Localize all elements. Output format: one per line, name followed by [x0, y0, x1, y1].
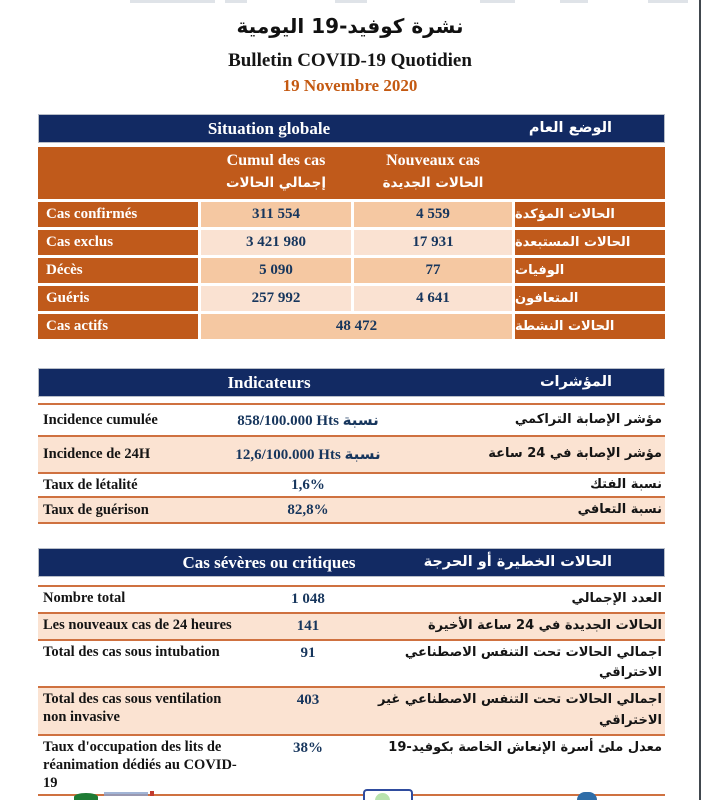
- severe-label-fr: Les nouveaux cas de 24 heures: [43, 616, 232, 633]
- situation-table: [38, 202, 665, 339]
- indicateurs-table: [38, 403, 665, 524]
- severe-table: [38, 585, 665, 796]
- situation-section-header: [38, 114, 665, 143]
- nouveaux-value: 4 559: [354, 202, 512, 227]
- indicateurs-section: [38, 368, 665, 524]
- severe-value: 1 048: [291, 591, 325, 607]
- row-label-fr: Cas actifs: [38, 314, 198, 339]
- footer-logo-center-icon: [363, 789, 413, 800]
- footer-logo-center-circle: [375, 793, 390, 800]
- text-fragment: [335, 0, 367, 3]
- cumul-value: 5 090: [201, 258, 351, 283]
- indicator-label-fr: Incidence cumulée: [43, 411, 158, 428]
- severe-value: 38%: [293, 739, 323, 756]
- row-label-fr: Cas confirmés: [38, 202, 198, 227]
- cumul-value: 311 554: [201, 202, 351, 227]
- severe-label-fr: Nombre total: [43, 590, 126, 606]
- indicateurs-section-header: [38, 368, 665, 397]
- footer-logo-right-icon: [577, 792, 597, 800]
- indicator-label-ar: نسبة التعافي: [577, 501, 662, 517]
- indicateurs-header-fr: Indicateurs: [227, 373, 311, 392]
- severe-label-fr: Total des cas sous intubation: [43, 643, 220, 660]
- indicator-label-fr: Taux de létalité: [43, 476, 138, 493]
- column-nouveaux-fr: Nouveaux cas: [386, 152, 480, 169]
- column-cumul-fr: Cumul des cas: [226, 152, 326, 169]
- nouveaux-value: 4 641: [354, 286, 512, 311]
- indicator-value: 12,6/100.000 Hts نسبة: [235, 447, 381, 463]
- severe-row: [38, 585, 665, 612]
- cumul-value: 257 992: [201, 286, 351, 311]
- indicator-label-ar: مؤشر الإصابة في 24 ساعة: [488, 446, 662, 462]
- severe-value: 141: [296, 617, 320, 634]
- severe-label-ar: العدد الإجمالي: [571, 591, 662, 606]
- indicator-label-ar: نسبة الفتك: [590, 476, 662, 492]
- text-fragment: [480, 0, 515, 3]
- severe-label-ar: معدل ملئ أسرة الإنعاش الخاصة بكوفيد-19: [388, 739, 662, 755]
- severe-section-header: [38, 548, 665, 577]
- indicator-label-fr: Incidence de 24H: [43, 446, 151, 463]
- row-label-ar: الوفيات: [515, 258, 665, 283]
- row-label-ar: الحالات المستبعدة: [515, 230, 665, 255]
- severe-header-fr: Cas sévères ou critiques: [182, 553, 356, 572]
- text-fragment: [560, 0, 588, 3]
- row-label-fr: Décès: [38, 258, 198, 283]
- text-fragment: [130, 0, 215, 3]
- text-fragment: [225, 0, 247, 3]
- severe-row: [38, 612, 665, 639]
- indicator-label-ar: مؤشر الإصابة التراكمي: [514, 411, 662, 427]
- severe-label-ar: اجمالي الحالات تحت التنفس الاصطناعي غير الاختراقي: [378, 692, 662, 728]
- actifs-value: 48 472: [201, 314, 512, 339]
- indicator-row: [38, 403, 665, 435]
- bulletin-title-french: Bulletin COVID-19 Quotidien: [228, 50, 472, 71]
- severe-label-ar: الحالات الجديدة في 24 ساعة الأخيرة: [427, 617, 662, 633]
- nouveaux-value: 77: [354, 258, 512, 283]
- cas-severes-section: [38, 548, 665, 796]
- row-label-ar: المتعافون: [515, 286, 665, 311]
- indicator-value: 1,6%: [291, 476, 325, 493]
- severe-row: [38, 639, 665, 687]
- severe-row: [38, 686, 665, 734]
- severe-row: [38, 734, 665, 794]
- severe-value: 403: [296, 692, 320, 709]
- indicator-row: [38, 435, 665, 472]
- row-label-fr: Cas exclus: [38, 230, 198, 255]
- severe-label-fr: Taux d'occupation des lits de réanimation dédiés au COVID-19: [43, 738, 237, 792]
- page-edge-line: [699, 0, 701, 800]
- bulletin-title-arabic: نشرة كوفيد-19 اليومية: [236, 14, 464, 38]
- situation-column-header: [38, 147, 665, 199]
- footer-logo-left-mark: [150, 791, 154, 796]
- footer-logo-left-icon: [74, 793, 98, 800]
- situation-globale-section: [38, 114, 665, 339]
- bulletin-date: 19 Novembre 2020: [282, 76, 418, 95]
- severe-label-ar: اجمالي الحالات تحت التنفس الاصطناعي الاختراقي: [404, 644, 662, 681]
- indicateurs-header-ar: المؤشرات: [539, 374, 612, 390]
- indicator-row: [38, 472, 665, 496]
- indicator-label-fr: Taux de guérison: [43, 501, 149, 518]
- text-fragment: [648, 0, 688, 3]
- severe-value: 91: [300, 644, 316, 661]
- row-label-ar: الحالات المؤكدة: [515, 202, 665, 227]
- indicator-value: 858/100.000 Hts نسبة: [237, 412, 379, 429]
- indicator-value: 82,8%: [287, 501, 329, 518]
- severe-label-fr: Total des cas sous ventilation non invasive: [43, 691, 222, 726]
- nouveaux-value: 17 931: [354, 230, 512, 255]
- severe-header-ar: الحالات الخطيرة أو الحرجة: [423, 554, 612, 570]
- cumul-value: 3 421 980: [201, 230, 351, 255]
- situation-header-ar: الوضع العام: [528, 120, 612, 136]
- situation-header-fr: Situation globale: [207, 119, 331, 138]
- row-label-ar: الحالات النشطة: [515, 314, 665, 339]
- column-nouveaux-ar: الحالات الجديدة: [382, 175, 484, 191]
- footer-logo-left-text: [104, 792, 148, 796]
- row-label-fr: Guéris: [38, 286, 198, 311]
- column-cumul-ar: إجمالي الحالات: [225, 175, 327, 191]
- indicator-row: [38, 496, 665, 522]
